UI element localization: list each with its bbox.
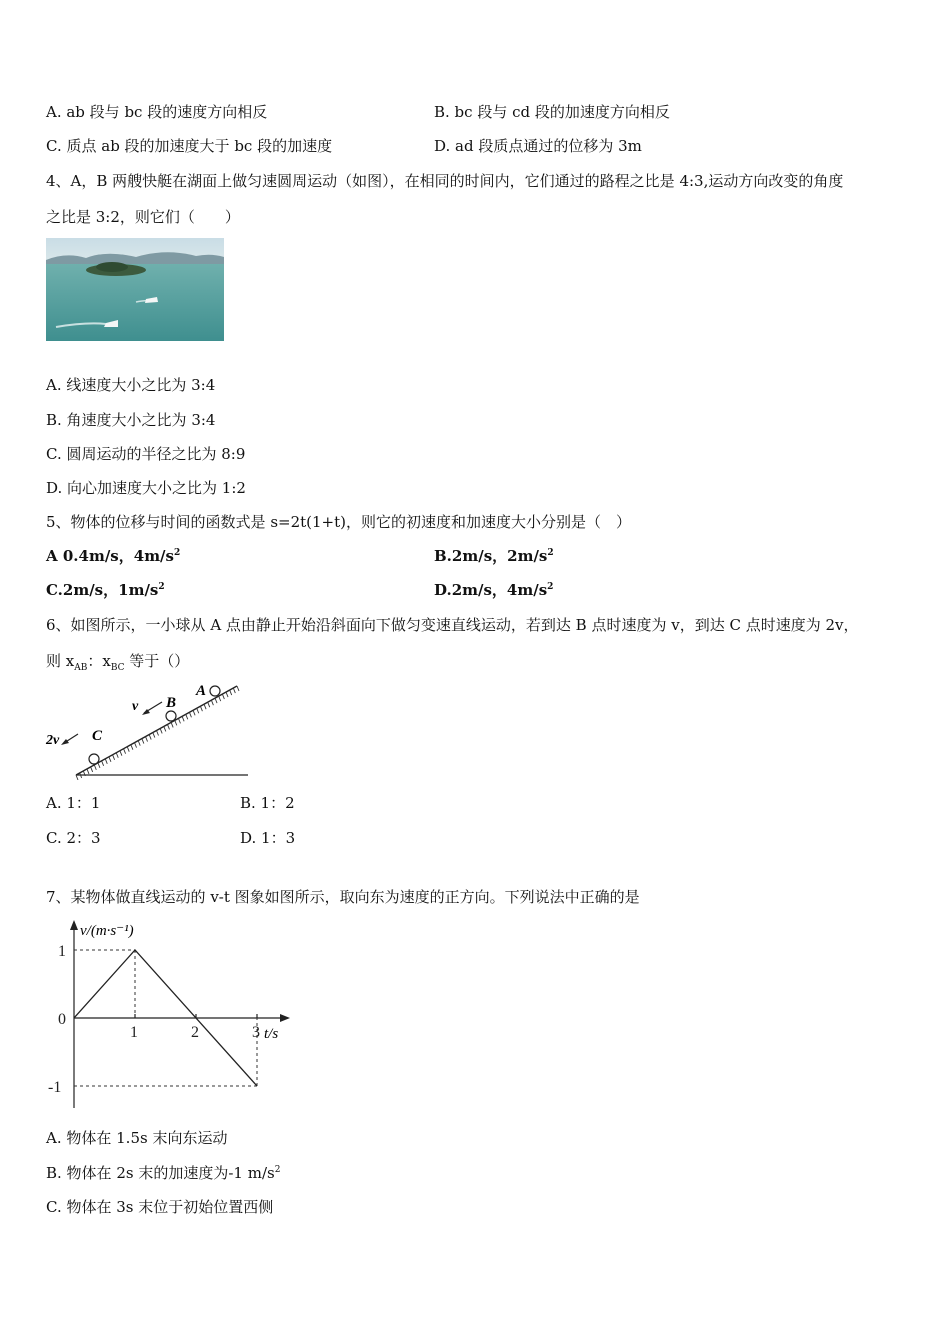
q5-option-b: B.2m/s，$2m/s^2$: [434, 547, 554, 565]
y-axis-arrow: [70, 920, 78, 930]
q6-stem-line2: 则 $x_{AB}$：$x_{BC}$ 等于（）: [46, 652, 190, 673]
q7-option-a: A. 物体在 1.5s 末向东运动: [46, 1129, 228, 1147]
vt-graph: [44, 918, 294, 1113]
y-tick-label: 0: [58, 1011, 66, 1028]
incline-diagram: [44, 680, 254, 780]
q3-option-c: C. 质点 ab 段的加速度大于 bc 段的加速度: [46, 137, 333, 155]
q5-stem: 5、物体的位移与时间的函数式是 s=2t(1+t)，则它的初速度和加速度大小分别是（ ）: [46, 513, 631, 531]
q7-option-c: C. 物体在 3s 末位于初始位置西侧: [46, 1198, 274, 1216]
q6-option-a: A. 1：1: [46, 794, 101, 812]
x-axis-arrow: [280, 1014, 290, 1022]
x-tick-label: 2: [191, 1024, 199, 1041]
q3-option-a: A. ab 段与 bc 段的速度方向相反: [46, 103, 268, 121]
y-tick-label: 1: [58, 943, 66, 960]
q3-option-b: B. bc 段与 cd 段的加速度方向相反: [434, 103, 670, 121]
q4-option-a: A. 线速度大小之比为 3:4: [46, 376, 216, 394]
x-axis-label: t/s: [264, 1026, 279, 1042]
q5-option-c: C.2m/s，$1m/s^2$: [46, 581, 165, 599]
q7-stem: 7、某物体做直线运动的 v-t 图象如图所示，取向东为速度的正方向。下列说法中正确的是: [46, 888, 640, 906]
q3-option-d: D. ad 段质点通过的位移为 3m: [434, 137, 642, 155]
y-tick-label: -1: [48, 1079, 62, 1096]
q4-option-d: D. 向心加速度大小之比为 1:2: [46, 479, 246, 497]
label-c: C: [92, 728, 103, 744]
label-a: A: [196, 683, 207, 699]
lake-boats-photo: [46, 238, 224, 341]
ball-b: [166, 711, 176, 721]
q6-option-b: B. 1：2: [240, 794, 295, 812]
y-axis-label: v/(m·s⁻¹): [80, 923, 134, 939]
q6-stem-line1: 6、如图所示，一小球从 A 点由静止开始沿斜面向下做匀变速直线运动，若到达 B 点时速度为 v，到达 C 点时速度为 2v，: [46, 616, 859, 634]
x-tick-label: 1: [130, 1024, 138, 1041]
ball-c: [89, 754, 99, 764]
label-v: v: [132, 699, 139, 714]
ball-a: [210, 686, 220, 696]
q5-option-d: D.2m/s，$4m/s^2$: [434, 581, 554, 599]
label-2v: 2v: [46, 733, 60, 748]
label-b: B: [166, 695, 177, 711]
x-tick-label: 3: [252, 1024, 260, 1041]
q6-option-d: D. 1：3: [240, 829, 296, 847]
q5-option-a: A 0.4m/s，$4m/s^2$: [46, 547, 181, 565]
q4-stem-line2: 之比是 3:2，则它们（ ）: [46, 208, 240, 226]
q4-stem-line1: 4、A，B 两艘快艇在湖面上做匀速圆周运动（如图），在相同的时间内，它们通过的路程之比是 4:3,运动方向改变的角度: [46, 172, 844, 190]
q7-option-b: B. 物体在 2s 末的加速度为-1 $m/s^2$: [46, 1164, 281, 1182]
q4-option-c: C. 圆周运动的半径之比为 8:9: [46, 445, 246, 463]
q6-option-c: C. 2：3: [46, 829, 101, 847]
q4-option-b: B. 角速度大小之比为 3:4: [46, 411, 216, 429]
